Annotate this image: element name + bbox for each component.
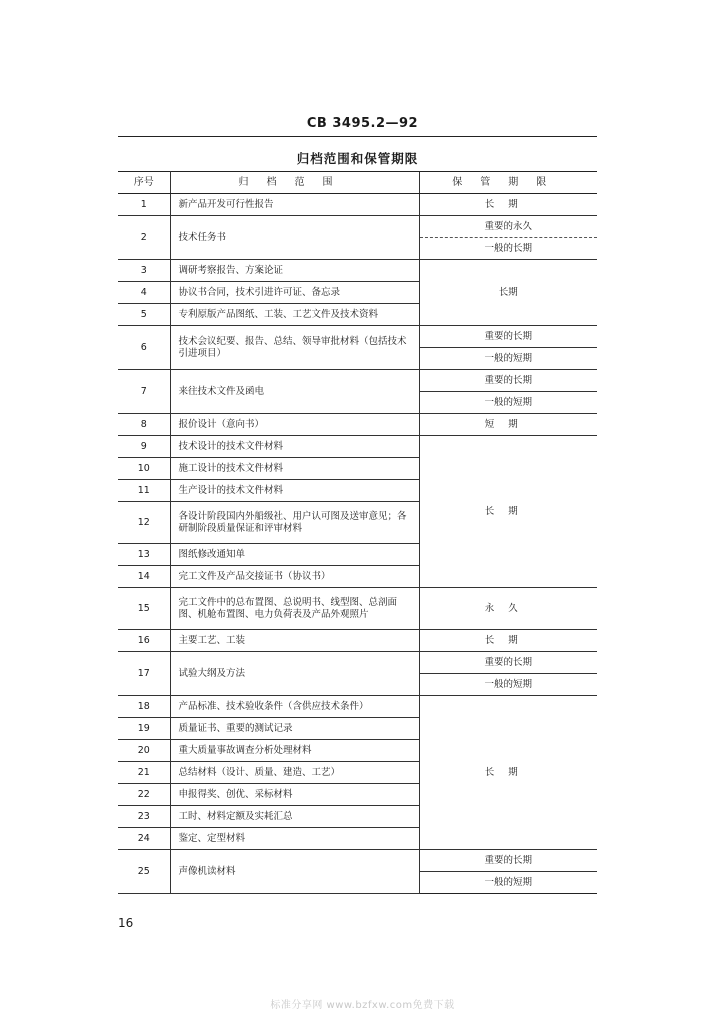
row-scope: 报价设计（意向书） [170,414,419,436]
row-period-important: 重要的长期 [419,652,597,674]
table-row [118,194,597,216]
row-no: 22 [118,784,170,806]
col-header-scope: 归档范围 [170,172,419,194]
row-scope: 来往技术文件及函电 [170,370,419,414]
row-no: 20 [118,740,170,762]
table-row [118,588,597,630]
table-row [118,326,597,348]
page-number: 16 [118,916,134,930]
row-no: 19 [118,718,170,740]
row-no: 10 [118,458,170,480]
row-scope: 完工文件中的总布置图、总说明书、线型图、总剖面图、机舱布置图、电力负荷表及产品外观照片 [170,588,419,630]
row-period-important: 重要的长期 [419,850,597,872]
row-no: 2 [118,216,170,260]
col-header-period: 保管期限 [419,172,597,194]
table-row [118,850,597,872]
row-period: 长期 [419,630,597,652]
row-no: 8 [118,414,170,436]
row-no: 11 [118,480,170,502]
row-no: 17 [118,652,170,696]
row-no: 1 [118,194,170,216]
row-scope: 调研考察报告、方案论证 [170,260,419,282]
table-row [118,630,597,652]
row-scope: 声像机读材料 [170,850,419,894]
header-rule [118,136,597,137]
table-row [118,436,597,458]
row-no: 24 [118,828,170,850]
row-scope: 新产品开发可行性报告 [170,194,419,216]
row-scope: 主要工艺、工装 [170,630,419,652]
row-no: 14 [118,566,170,588]
row-scope: 完工文件及产品交接证书（协议书） [170,566,419,588]
row-scope: 试验大纲及方法 [170,652,419,696]
row-period-important: 重要的永久 [419,216,597,238]
row-period-general: 一般的短期 [419,872,597,894]
table-row [118,216,597,238]
row-period-general: 一般的短期 [419,392,597,414]
row-no: 5 [118,304,170,326]
row-period: 永久 [419,588,597,630]
row-scope: 生产设计的技术文件材料 [170,480,419,502]
row-scope: 施工设计的技术文件材料 [170,458,419,480]
row-scope: 鉴定、定型材料 [170,828,419,850]
row-no: 12 [118,502,170,544]
watermark-text: 标准分享网 www.bzfxw.com免费下载 [270,1000,455,1011]
row-no: 4 [118,282,170,304]
row-scope: 各设计阶段国内外船级社、用户认可图及送审意见；各研制阶段质量保证和评审材料 [170,502,419,544]
row-no: 18 [118,696,170,718]
table-row [118,652,597,674]
row-period-general: 一般的短期 [419,348,597,370]
row-period-general: 一般的短期 [419,674,597,696]
row-no: 15 [118,588,170,630]
col-header-no: 序号 [118,172,170,194]
table-row [118,260,597,282]
row-period: 长期 [419,436,597,588]
row-scope: 质量证书、重要的测试记录 [170,718,419,740]
row-no: 25 [118,850,170,894]
table-title: 归档范围和保管期限 [296,151,419,166]
table-row [118,696,597,718]
row-scope: 专利原版产品图纸、工装、工艺文件及技术资料 [170,304,419,326]
row-period: 长期 [419,194,597,216]
row-scope: 工时、材料定额及实耗汇总 [170,806,419,828]
row-no: 13 [118,544,170,566]
row-period: 长期 [419,696,597,850]
row-period-important: 重要的长期 [419,370,597,392]
row-scope: 图纸修改通知单 [170,544,419,566]
row-period-general: 一般的长期 [419,238,597,260]
row-scope: 技术任务书 [170,216,419,260]
standard-code: CB 3495.2—92 [306,116,419,131]
row-no: 16 [118,630,170,652]
row-scope: 协议书合同，技术引进许可证、备忘录 [170,282,419,304]
row-no: 7 [118,370,170,414]
row-period-important: 重要的长期 [419,326,597,348]
row-scope: 申报得奖、创优、采标材料 [170,784,419,806]
row-no: 6 [118,326,170,370]
row-no: 3 [118,260,170,282]
archive-table [118,171,597,894]
row-scope: 技术会议纪要、报告、总结、领导审批材料（包括技术引进项目） [170,326,419,370]
row-no: 9 [118,436,170,458]
row-scope: 总结材料（设计、质量、建造、工艺） [170,762,419,784]
row-period: 短期 [419,414,597,436]
row-no: 21 [118,762,170,784]
row-scope: 重大质量事故调查分析处理材料 [170,740,419,762]
table-header-row [118,172,597,194]
row-period: 长期 [419,260,597,326]
row-scope: 技术设计的技术文件材料 [170,436,419,458]
table-row [118,414,597,436]
row-no: 23 [118,806,170,828]
table-row [118,370,597,392]
row-scope: 产品标准、技术验收条件（含供应技术条件） [170,696,419,718]
